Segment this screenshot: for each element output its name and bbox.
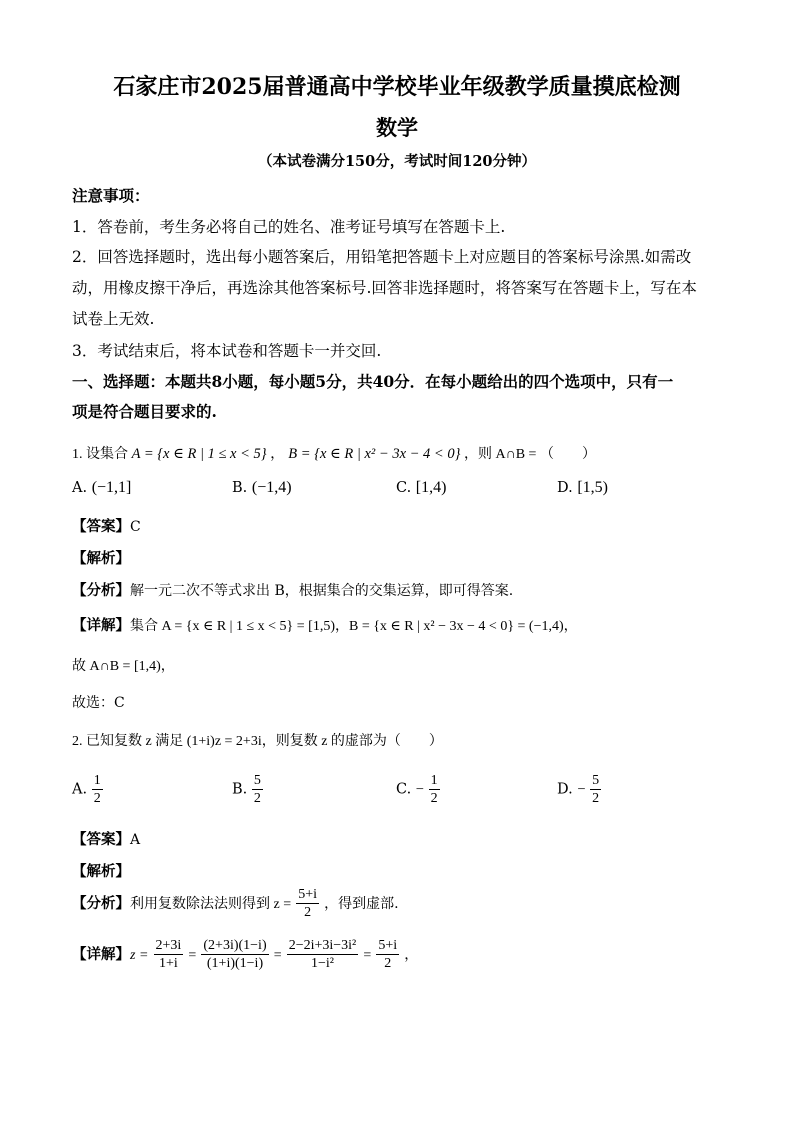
document-title: 石家庄市2025届普通高中学校毕业年级教学质量摸底检测 [113,74,681,100]
q1-set-b: B = {x ∈ R | x² − 3x − 4 < 0} [288,446,461,462]
q1-detail-line-2: 故 A∩B = [1,4)， [72,659,175,674]
q2-option-c: C. − $\frac{1}{2}$ [396,773,438,806]
q1-option-b: B. (−1,4) [232,479,292,496]
question-2-stem: 2. 已知复数 z 满足 (1+i)z = 2+3i，则复数 z 的虚部为（ ） [72,734,443,749]
notice-item-1: 1．答卷前，考生务必将自己的姓名、准考证号填写在答题卡上. [72,218,506,236]
q2-fenxi: 【分析】利用复数除法法则得到 z = $\frac{5+i}{2}$ ，得到虚部. [72,887,399,920]
q1-option-d: D. [1,5) [557,479,608,496]
q1-detail-line-1: 【详解】集合 A = {x ∈ R | 1 ≤ x < 5} = [1,5)，B = {x ∈ R | x² − 3x − 4 < 0} = (−1,4)， [72,617,578,634]
section-heading-line-1: 一、选择题：本题共8小题，每小题5分，共40分．在每小题给出的四个选项中，只有一 [72,372,674,391]
notice-item-2-line-3: 试卷上无效. [72,310,155,328]
q1-set-a: A = {x ∈ R | 1 ≤ x < 5} [131,446,267,462]
q1-option-c: C. [1,4) [396,479,447,496]
subject-title: 数学 [376,115,418,140]
q1-detail-line-3: 故选：C [72,695,125,711]
q2-option-d: D. − $\frac{5}{2}$ [557,773,600,806]
section-heading-line-2: 项是符合题目要求的. [72,402,217,421]
q1-option-a: A. (−1,1] [72,479,132,496]
q1-fenxi: 【分析】解一元二次不等式求出 B，根据集合的交集运算，即可得答案. [72,582,514,599]
q2-answer: 【答案】A [72,831,141,848]
q1-comma: ， [270,446,285,462]
notice-item-2-line-2: 动，用橡皮擦干净后，再选涂其他答案标号.回答非选择题时，将答案写在答题卡上，写在本 [72,279,697,297]
q1-answer: 【答案】C [72,518,141,535]
q2-detail: 【详解】z = $\frac{2+3i}{1+i}$ = $\frac{(2+3i)(1-i)}{(1+i)(1-i)}$ = $\frac{\text{2−2i+3i−3i²}}{\text{1−i²}}$ = $\frac{5+i}{2}$ ， [72,938,419,971]
q2-option-b: B. $\frac{5}{2}$ [232,773,261,806]
exam-note: （本试卷满分150分，考试时间120分钟） [257,153,537,170]
notice-item-2-line-1: 2．回答选择题时，选出每小题答案后，用铅笔把答题卡上对应题目的答案标号涂黑.如需改 [72,248,692,266]
notice-item-3: 3．考试结束后，将本试卷和答题卡一并交回. [72,342,382,360]
q1-prefix: 1. 设集合 [72,447,128,462]
q1-suffix: ，则 A∩B = （ ） [464,447,596,462]
q1-analysis-tag: 【解析】 [72,550,130,567]
q2-analysis-tag: 【解析】 [72,863,130,880]
q2-option-a: A. $\frac{1}{2}$ [72,773,101,806]
notice-heading: 注意事项： [72,186,150,205]
question-1-stem [72,442,596,463]
